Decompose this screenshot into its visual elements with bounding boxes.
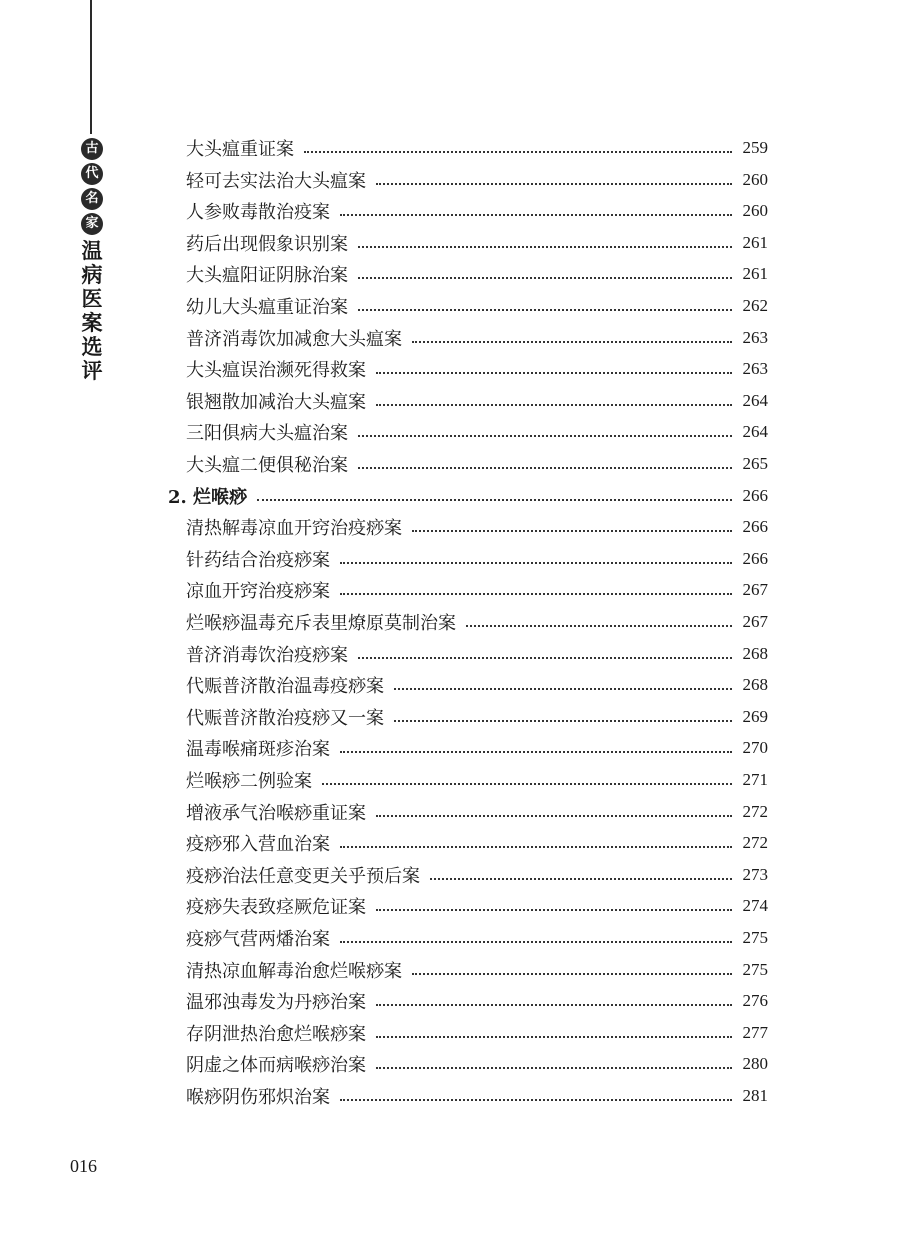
- dot-leader: [340, 846, 732, 848]
- toc-entry-page: 263: [742, 359, 768, 379]
- dot-leader: [376, 1067, 732, 1069]
- toc-entry[interactable]: [186, 574, 768, 606]
- dot-leader: [340, 562, 732, 564]
- dot-leader: [340, 593, 732, 595]
- toc-entry[interactable]: [186, 859, 768, 891]
- dot-leader: [412, 530, 732, 532]
- toc-entry-page: 268: [742, 675, 768, 695]
- toc-entry[interactable]: [186, 511, 768, 543]
- toc-entry-page: 275: [742, 959, 768, 979]
- toc-entry-page: 259: [742, 138, 768, 157]
- toc-entry[interactable]: [186, 385, 768, 417]
- toc-entry-title: 药后出现假象识别案: [186, 233, 348, 255]
- dot-leader: [430, 878, 732, 880]
- toc-entry-page: 280: [742, 1054, 768, 1074]
- dot-leader: [358, 309, 732, 311]
- toc-entry[interactable]: [186, 164, 768, 196]
- dot-leader: [412, 341, 732, 343]
- toc-entry-title: 凉血开窍治疫痧案: [186, 581, 330, 603]
- toc-entry[interactable]: [186, 1017, 768, 1049]
- dot-leader: [394, 688, 732, 690]
- toc-entry-page: 266: [742, 548, 768, 568]
- toc-entry[interactable]: [186, 1048, 768, 1080]
- series-seal: 古: [81, 138, 103, 160]
- toc-entry-title: 银翘散加减治大头瘟案: [186, 391, 366, 413]
- toc-entry[interactable]: [186, 195, 768, 227]
- toc-entry[interactable]: [186, 606, 768, 638]
- toc-entry-title: 大头瘟误治濒死得救案: [186, 360, 366, 382]
- toc-entry[interactable]: [186, 290, 768, 322]
- toc-entry-title: 轻可去实法治大头瘟案: [186, 170, 366, 192]
- toc-entry[interactable]: [186, 922, 768, 954]
- toc-entry[interactable]: [186, 1080, 768, 1112]
- toc-entry[interactable]: [186, 448, 768, 480]
- toc-entry-page: 264: [742, 422, 768, 442]
- toc-entry-title: 三阳俱病大头瘟治案: [186, 423, 348, 445]
- toc-entry[interactable]: [186, 227, 768, 259]
- toc-entry[interactable]: [186, 669, 768, 701]
- toc-entry-title: 温毒喉痛斑疹治案: [186, 739, 330, 761]
- toc-entry-page: 272: [742, 833, 768, 853]
- toc-entry-page: 268: [742, 643, 768, 663]
- toc-entry-title: 喉痧阴伤邪炽治案: [186, 1087, 330, 1108]
- toc-entry-title: 清热解毒凉血开窍治疫痧案: [186, 518, 402, 540]
- toc-entry-title: 存阴泄热治愈烂喉痧案: [186, 1023, 366, 1045]
- toc-entry-title: 增液承气治喉痧重证案: [186, 802, 366, 824]
- toc-entry-title: 代赈普济散治疫痧又一案: [186, 707, 384, 729]
- toc-entry-page: 281: [742, 1086, 768, 1105]
- book-title-char: 温: [81, 238, 103, 263]
- toc-entry-page: 273: [742, 864, 768, 884]
- dot-leader: [358, 277, 732, 279]
- toc-entry-page: 271: [742, 770, 768, 789]
- toc-entry-title: 人参败毒散治疫案: [186, 202, 330, 224]
- book-title-char: 评: [81, 358, 103, 383]
- toc-entry-page: 276: [742, 991, 768, 1011]
- dot-leader: [376, 404, 732, 406]
- series-mark: [76, 138, 108, 382]
- toc-entry-page: 264: [742, 390, 768, 410]
- toc-entry-page: 265: [742, 454, 768, 473]
- toc-entry[interactable]: [186, 796, 768, 828]
- book-title-char: 医: [81, 286, 103, 311]
- toc-entry-page: 266: [742, 517, 768, 537]
- toc-entry-page: 263: [742, 327, 768, 347]
- toc-entry[interactable]: [186, 954, 768, 986]
- toc-entry-page: 269: [742, 706, 768, 726]
- toc-entry-title: 针药结合治疫痧案: [186, 549, 330, 571]
- toc-entry[interactable]: [186, 353, 768, 385]
- toc-entry-title: 普济消毒饮加减愈大头瘟案: [186, 328, 402, 350]
- dot-leader: [412, 973, 732, 975]
- dot-leader: [376, 909, 732, 911]
- dot-leader: [376, 1004, 732, 1006]
- dot-leader: [466, 625, 732, 627]
- side-rule: [90, 0, 92, 134]
- toc-entry-page: 267: [742, 580, 768, 600]
- toc-entry[interactable]: [186, 132, 768, 164]
- book-title-char: 案: [81, 310, 103, 335]
- toc-entry[interactable]: [186, 543, 768, 575]
- toc-entry-page: 274: [742, 896, 768, 916]
- toc-entry-title: 大头瘟重证案: [186, 139, 294, 160]
- toc-entry[interactable]: [186, 258, 768, 290]
- toc-entry-page: 260: [742, 169, 768, 189]
- dot-leader: [376, 815, 732, 817]
- dot-leader: [340, 214, 732, 216]
- toc-entry[interactable]: [186, 322, 768, 354]
- toc-entry-page: 272: [742, 801, 768, 821]
- series-seal: 家: [81, 213, 103, 235]
- toc-entry-page: 261: [742, 232, 768, 252]
- toc-entry-title: 温邪浊毒发为丹痧治案: [186, 992, 366, 1014]
- dot-leader: [340, 1099, 732, 1101]
- toc-entry-title: 大头瘟阳证阴脉治案: [186, 265, 348, 287]
- toc-entry[interactable]: [186, 416, 768, 448]
- series-seal: 代: [81, 163, 103, 185]
- dot-leader: [376, 183, 732, 185]
- dot-leader: [340, 941, 732, 943]
- toc-entry-title: 疫痧失表致痉厥危证案: [186, 897, 366, 919]
- toc-section-heading[interactable]: [168, 480, 768, 512]
- toc-entry-title: 普济消毒饮治疫痧案: [186, 644, 348, 666]
- dot-leader: [304, 151, 732, 153]
- toc-entry-page: 267: [742, 612, 768, 631]
- toc-entry[interactable]: [186, 985, 768, 1017]
- toc-entry[interactable]: [186, 701, 768, 733]
- dot-leader: [358, 435, 732, 437]
- toc-entry-title: 疫痧治法任意变更关乎预后案: [186, 865, 420, 887]
- toc-entry-title: 清热凉血解毒治愈烂喉痧案: [186, 960, 402, 982]
- toc-entry[interactable]: [186, 732, 768, 764]
- toc-entry-title: 大头瘟二便俱秘治案: [186, 455, 348, 476]
- toc-entry-page: 277: [742, 1022, 768, 1042]
- series-seal: 名: [81, 188, 103, 210]
- dot-leader: [376, 372, 732, 374]
- toc-entry-page: 266: [742, 485, 768, 505]
- toc-entry-page: 260: [742, 201, 768, 221]
- dot-leader: [394, 720, 732, 722]
- book-title-char: 选: [81, 334, 103, 359]
- dot-leader: [257, 499, 732, 501]
- dot-leader: [358, 467, 732, 469]
- toc-entry[interactable]: [186, 764, 768, 796]
- dot-leader: [322, 783, 732, 785]
- toc-entry-title: 阴虚之体而病喉痧治案: [186, 1055, 366, 1077]
- dot-leader: [358, 657, 732, 659]
- toc-entry-title: 代赈普济散治温毒疫痧案: [186, 676, 384, 698]
- toc-entry[interactable]: [186, 638, 768, 670]
- toc-entry-page: 270: [742, 738, 768, 758]
- book-title-char: 病: [81, 262, 103, 287]
- toc-entry[interactable]: [186, 890, 768, 922]
- toc-entry-title: 烂喉痧二例验案: [186, 771, 312, 792]
- dot-leader: [340, 751, 732, 753]
- toc-entry-page: 262: [742, 296, 768, 315]
- dot-leader: [376, 1036, 732, 1038]
- toc-entry-page: 275: [742, 928, 768, 947]
- toc-entry-page: 261: [742, 264, 768, 284]
- toc-entry-title: 疫痧气营两燔治案: [186, 929, 330, 950]
- toc-entry-title: 幼儿大头瘟重证治案: [186, 297, 348, 318]
- toc-entry[interactable]: [186, 827, 768, 859]
- toc-entry-title: 2. 烂喉痧: [168, 486, 248, 508]
- dot-leader: [358, 246, 732, 248]
- page-number: 016: [70, 1156, 97, 1176]
- toc-entry-title: 烂喉痧温毒充斥表里燎原莫制治案: [186, 613, 456, 634]
- toc-entry-title: 疫痧邪入营血治案: [186, 834, 330, 856]
